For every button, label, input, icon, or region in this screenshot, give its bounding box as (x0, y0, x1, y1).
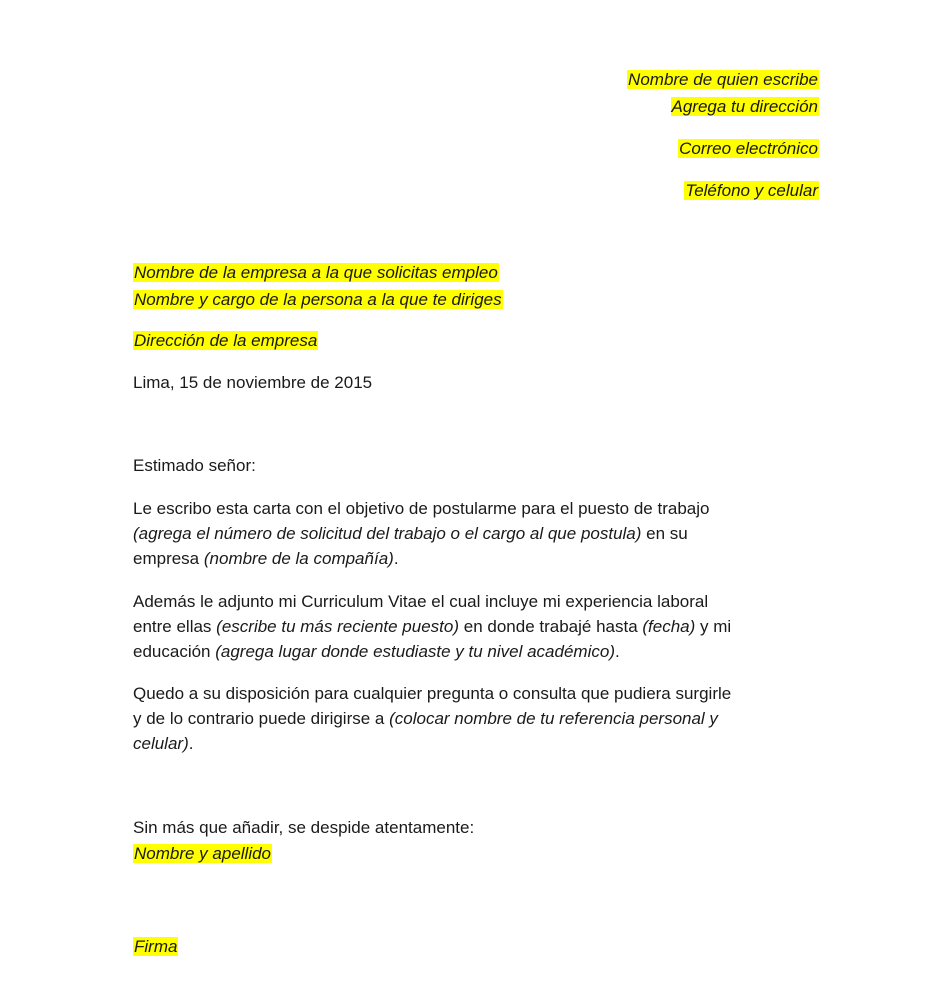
full-name: Nombre y apellido (134, 844, 272, 863)
paragraph-2-line-2 (133, 614, 833, 639)
recipient-person: Nombre y cargo de la persona a la que te diriges (134, 290, 502, 309)
company-name-placeholder: (nombre de la compañía) (203, 549, 394, 568)
paragraph-1-line-2-text: en su (641, 524, 688, 543)
education-placeholder: (agrega lugar donde estudiaste y tu nivel académico) (215, 642, 615, 661)
recent-position-placeholder: (escribe tu más reciente puesto) (216, 617, 460, 636)
paragraph-2-line-3 (133, 639, 833, 664)
paragraph-1-line-3-text: empresa (133, 549, 204, 568)
recipient-company: Nombre de la empresa a la que solicitas empleo (134, 263, 498, 282)
sender-email: Correo electrónico (679, 139, 818, 158)
recipient-address-line (133, 329, 318, 353)
signature-line (133, 935, 178, 959)
sender-address-line (671, 95, 819, 119)
sender-name: Nombre de quien escribe (628, 70, 818, 89)
paragraph-3-line-3 (133, 731, 833, 756)
paragraph-1-line-3-end: . (393, 549, 399, 568)
paragraph-3-line-2 (133, 706, 833, 731)
full-name-line (133, 842, 272, 866)
paragraph-2-line-3-end: . (614, 642, 620, 661)
paragraph-3 (133, 681, 833, 756)
reference-placeholder-end: celular) (133, 734, 189, 753)
paragraph-2-line-2-end: y mi (695, 617, 732, 636)
closing: Sin más que añadir, se despide atentamente: (133, 818, 475, 837)
paragraph-2-line-2-text: entre ellas (133, 617, 217, 636)
paragraph-2-line-1: Además le adjunto mi Curriculum Vitae el cual incluye mi experiencia laboral (133, 592, 709, 611)
paragraph-3-line-1: Quedo a su disposición para cualquier pregunta o consulta que pudiera surgirle (133, 684, 732, 703)
recipient-person-line (133, 288, 503, 312)
recipient-address: Dirección de la empresa (134, 331, 318, 350)
letter-date: Lima, 15 de noviembre de 2015 (133, 373, 373, 392)
sender-email-line (678, 137, 819, 161)
paragraph-1-line-2 (133, 521, 833, 546)
paragraph-2-line-2-mid: en donde trabajé hasta (459, 617, 643, 636)
paragraph-2-line-3-text: educación (133, 642, 216, 661)
paragraph-1 (133, 496, 833, 571)
reference-placeholder: (colocar nombre de tu referencia personal y (389, 709, 718, 728)
sender-name-line (627, 68, 819, 92)
paragraph-3-line-3-end: . (188, 734, 194, 753)
paragraph-1-line-1: Le escribo esta carta con el objetivo de postularme para el puesto de trabajo (133, 499, 710, 518)
sender-phone-line (684, 179, 819, 203)
paragraph-2 (133, 589, 833, 664)
paragraph-3-line-2-text: y de lo contrario puede dirigirse a (133, 709, 390, 728)
job-position-placeholder: (agrega el número de solicitud del trabajo o el cargo al que postula) (133, 524, 642, 543)
paragraph-1-line-3 (133, 546, 833, 571)
sender-phone: Teléfono y celular (685, 181, 818, 200)
date-placeholder: (fecha) (642, 617, 696, 636)
recipient-company-line (133, 261, 499, 285)
signature: Firma (134, 937, 178, 956)
sender-address: Agrega tu dirección (671, 97, 818, 116)
salutation: Estimado señor: (133, 456, 256, 475)
